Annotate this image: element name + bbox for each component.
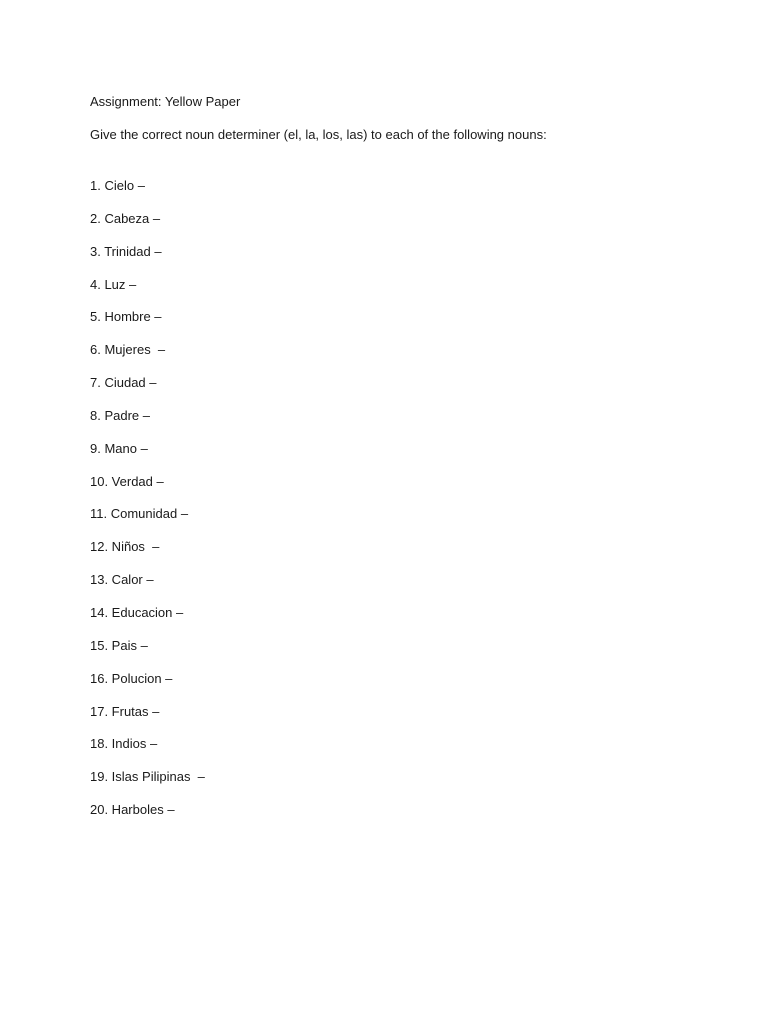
list-item: 12. Niños – <box>90 539 160 555</box>
list-item: 16. Polucion – <box>90 670 173 686</box>
list-item: 17. Frutas – <box>90 703 160 719</box>
list-item: 19. Islas Pilipinas – <box>90 769 205 785</box>
list-item: 1. Cielo – <box>90 178 145 193</box>
list-item: 2. Cabeza – <box>90 210 161 226</box>
list-item: 10. Verdad – <box>90 473 164 489</box>
assignment-heading: Assignment: Yellow Paper <box>90 94 241 109</box>
list-item: 11. Comunidad – <box>90 506 189 522</box>
list-item: 6. Mujeres – <box>90 342 166 358</box>
list-item: 18. Indios – <box>90 736 158 752</box>
list-item: 5. Hombre – <box>90 309 162 325</box>
document-body <box>90 93 690 834</box>
list-item: 4. Luz – <box>90 276 137 292</box>
list-item: 13. Calor – <box>90 572 154 588</box>
assignment-instruction: Give the correct noun determiner (el, la, los, las) to each of the following nouns: <box>90 127 547 142</box>
noun-list <box>90 177 690 819</box>
list-item: 14. Educacion – <box>90 604 184 620</box>
list-item: 20. Harboles – <box>90 802 175 818</box>
list-item: 7. Ciudad – <box>90 375 157 391</box>
list-item: 15. Pais – <box>90 637 148 653</box>
list-item: 8. Padre – <box>90 407 150 423</box>
list-item: 9. Mano – <box>90 440 148 456</box>
list-item: 3. Trinidad – <box>90 243 162 259</box>
